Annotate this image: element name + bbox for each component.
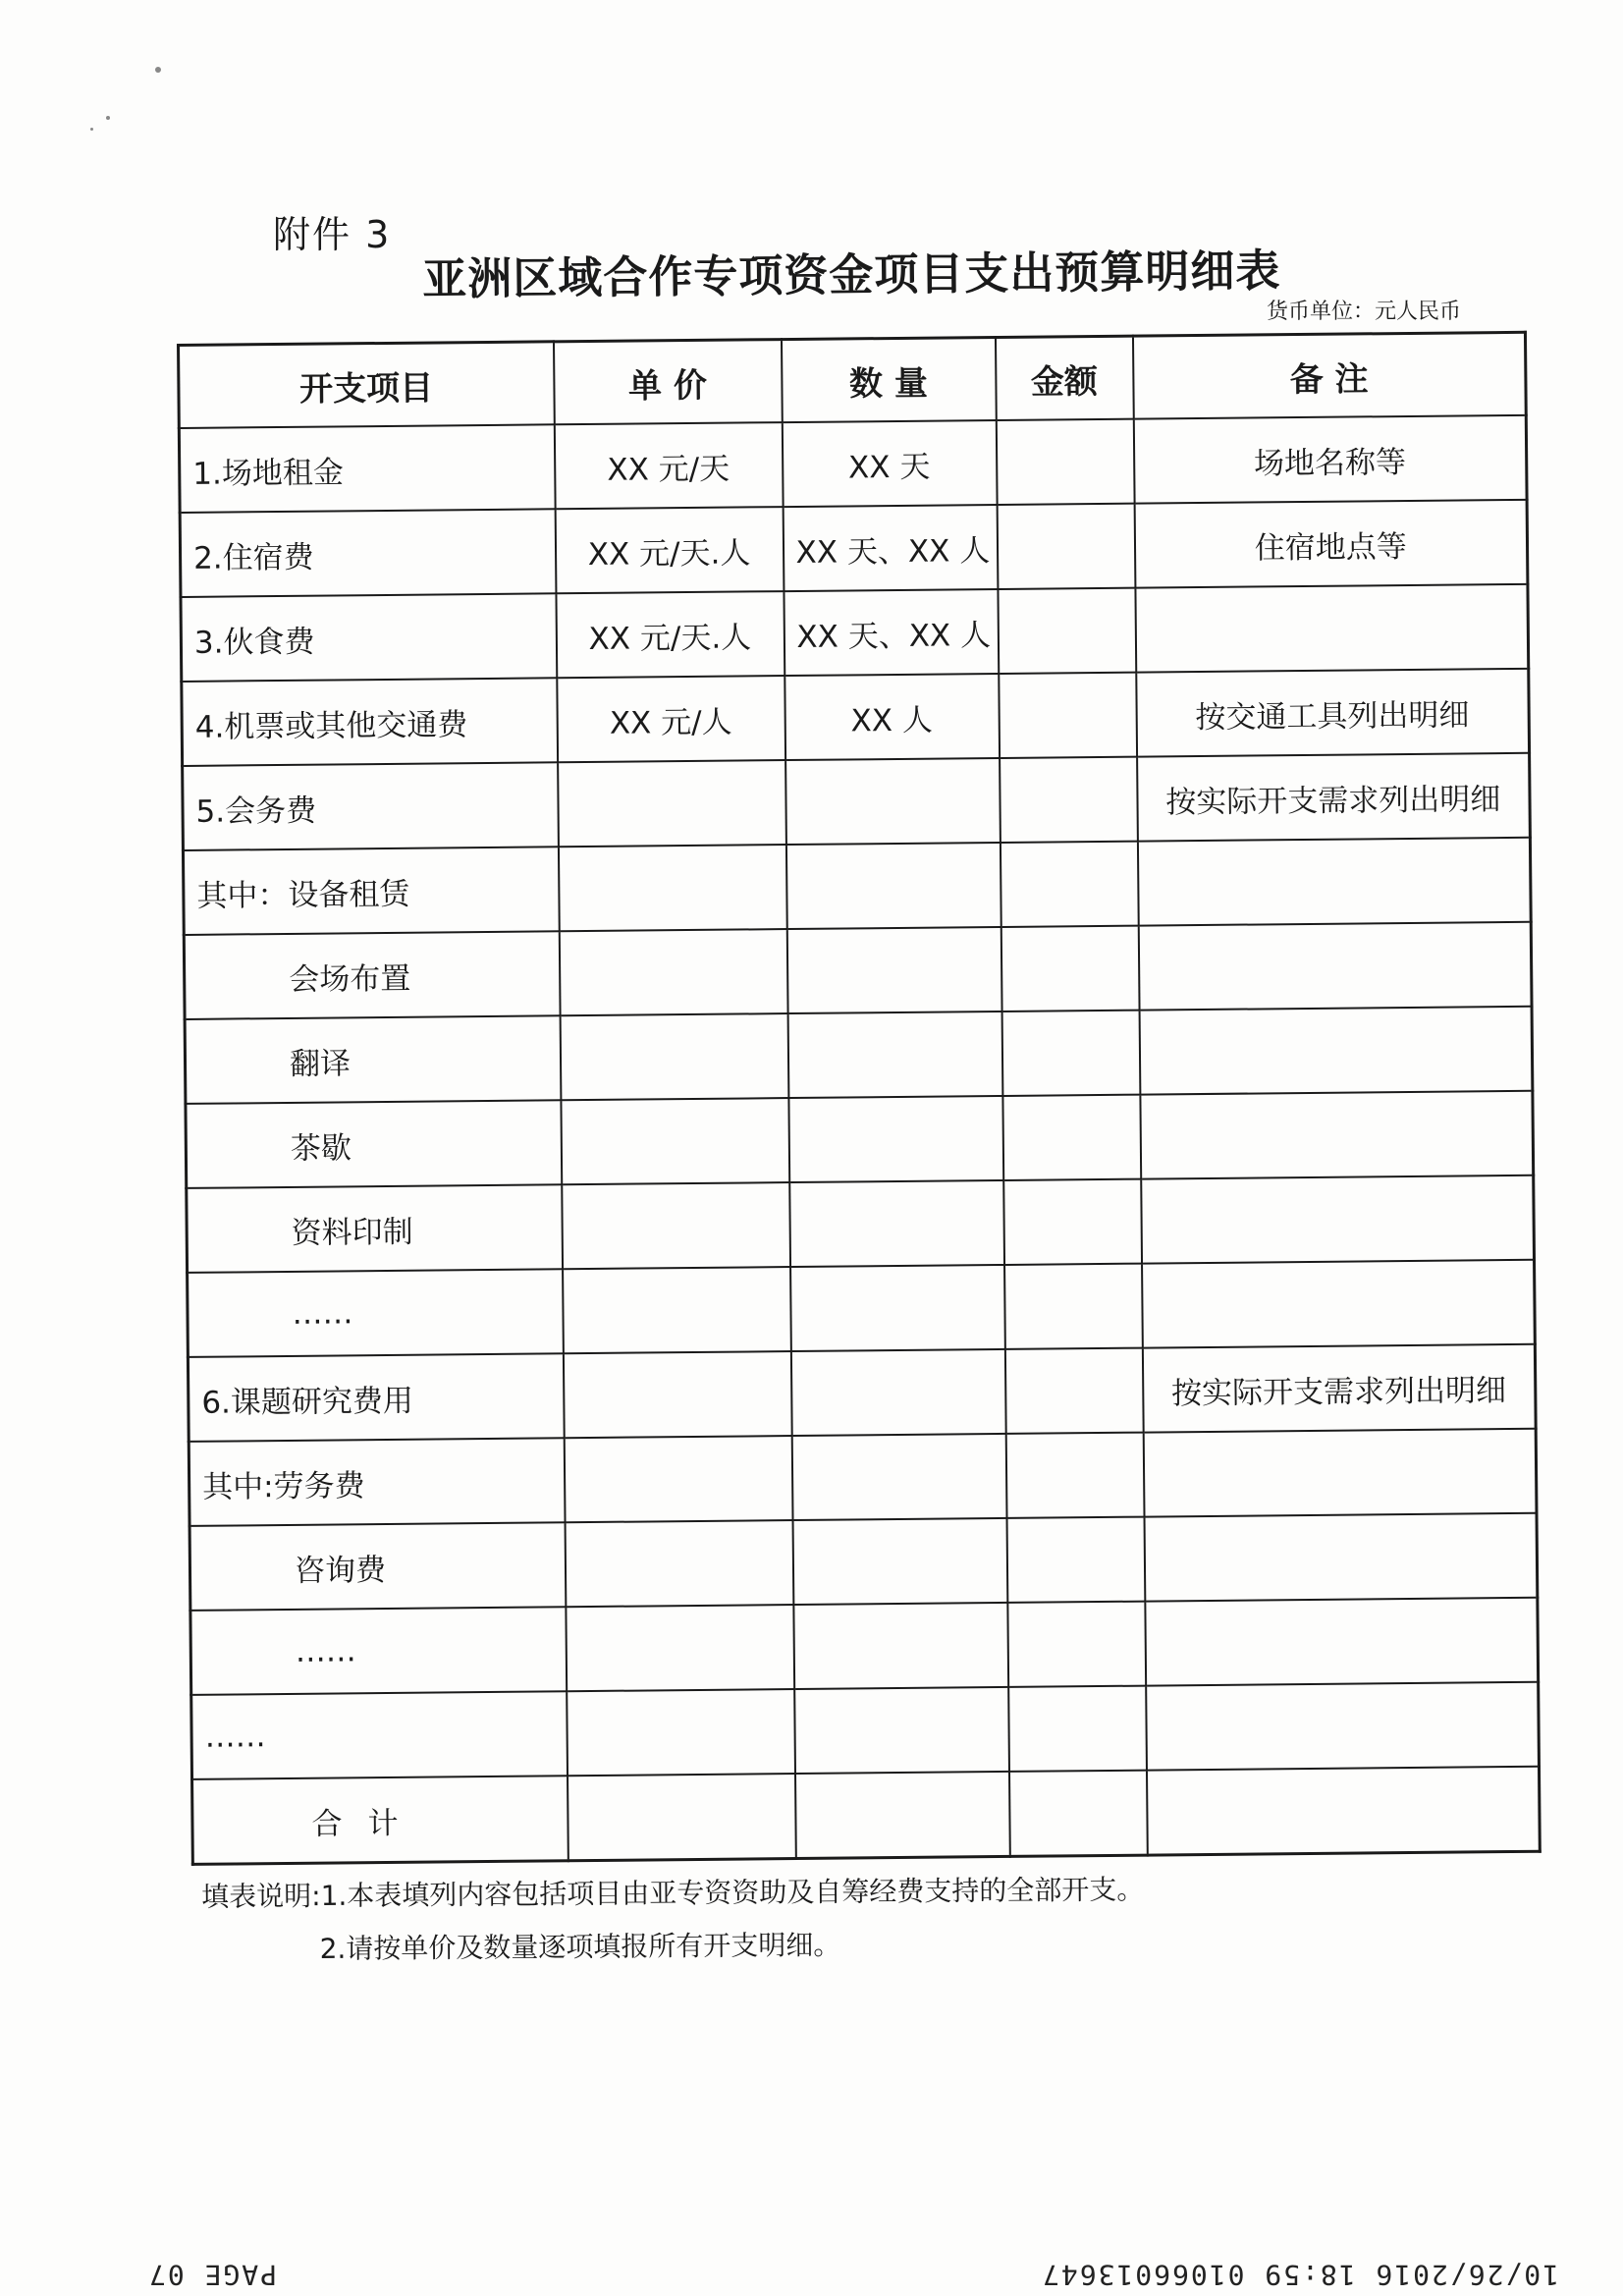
header-item: 开支项目 xyxy=(179,342,555,428)
row-quantity: XX 天、XX 人 xyxy=(783,505,998,591)
header-unit-price: 单 价 xyxy=(553,340,782,425)
header-quantity: 数 量 xyxy=(781,337,996,422)
row-unit-price xyxy=(566,1605,794,1691)
row-quantity: XX 天 xyxy=(782,420,997,507)
row-unit-price xyxy=(562,1182,790,1269)
row-amount xyxy=(1000,757,1138,843)
row-remark xyxy=(1138,922,1532,1011)
instruction-line-1: 填表说明:1.本表填列内容包括项目由亚专资资助及自筹经费支持的全部开支。 xyxy=(201,1873,1145,1913)
table-row xyxy=(189,1513,1538,1611)
row-quantity xyxy=(789,1180,1004,1267)
table-row xyxy=(185,1007,1533,1104)
table-row xyxy=(183,753,1531,850)
header-amount: 金额 xyxy=(995,336,1133,420)
row-remark: 场地名称等 xyxy=(1133,415,1527,504)
row-amount xyxy=(996,419,1134,505)
row-item: 茶歇 xyxy=(186,1100,562,1188)
row-unit-price: XX 元/天.人 xyxy=(555,507,784,593)
row-amount xyxy=(998,588,1136,674)
row-unit-price xyxy=(563,1267,791,1353)
row-item: 其中：设备租赁 xyxy=(183,847,559,935)
table-row xyxy=(189,1429,1537,1526)
row-quantity xyxy=(787,1011,1002,1098)
row-remark xyxy=(1146,1682,1540,1771)
budget-table xyxy=(177,331,1542,1866)
row-amount xyxy=(1008,1686,1147,1772)
row-remark xyxy=(1139,1007,1533,1095)
row-unit-price xyxy=(568,1774,796,1861)
row-amount xyxy=(1008,1771,1147,1857)
row-quantity xyxy=(795,1772,1010,1859)
row-remark: 按实际开支需求列出明细 xyxy=(1137,753,1531,842)
row-unit-price: XX 元/天.人 xyxy=(556,591,784,678)
row-unit-price xyxy=(561,1098,789,1184)
fill-instructions xyxy=(201,1863,1145,1977)
row-unit-price xyxy=(560,1013,788,1100)
row-quantity xyxy=(793,1603,1008,1689)
row-quantity: XX 天、XX 人 xyxy=(784,589,999,676)
table-row xyxy=(187,1175,1535,1273)
currency-unit: 货币单位：元人民币 xyxy=(1267,300,1462,324)
scan-speck xyxy=(155,67,161,73)
row-item: 2.住宿费 xyxy=(180,509,556,597)
row-quantity xyxy=(791,1434,1006,1520)
table-row xyxy=(184,922,1532,1019)
row-item: 3.伙食费 xyxy=(181,593,557,682)
row-item: 其中:劳务费 xyxy=(189,1438,565,1526)
instruction-line-2: 2.请按单价及数量逐项填报所有开支明细。 xyxy=(319,1928,841,1966)
row-unit-price xyxy=(564,1436,792,1522)
row-quantity xyxy=(794,1687,1009,1774)
attachment-label: 附件 3 xyxy=(273,213,392,256)
row-item: 1.场地租金 xyxy=(179,424,555,513)
row-remark xyxy=(1145,1598,1539,1686)
row-amount xyxy=(1004,1264,1143,1349)
row-remark xyxy=(1142,1260,1536,1348)
table-row xyxy=(181,584,1529,682)
header-remark: 备 注 xyxy=(1132,332,1526,418)
row-remark xyxy=(1141,1175,1535,1264)
row-unit-price xyxy=(565,1520,793,1607)
scan-speck xyxy=(106,116,110,120)
row-amount xyxy=(1001,1011,1140,1096)
row-amount xyxy=(1000,842,1138,927)
row-unit-price: XX 元/天 xyxy=(554,422,783,509)
row-amount xyxy=(997,504,1135,589)
row-item: 咨询费 xyxy=(189,1522,566,1611)
row-remark xyxy=(1146,1767,1540,1855)
row-remark xyxy=(1143,1429,1537,1517)
row-item: 6.课题研究费用 xyxy=(188,1353,564,1442)
row-remark: 按交通工具列出明细 xyxy=(1136,669,1530,757)
row-amount xyxy=(1002,1095,1141,1180)
table-row xyxy=(183,838,1531,935)
row-unit-price xyxy=(558,845,786,931)
table-row xyxy=(191,1682,1540,1779)
table-row xyxy=(179,415,1527,513)
row-remark: 住宿地点等 xyxy=(1134,500,1528,588)
row-amount xyxy=(1001,926,1139,1011)
row-remark xyxy=(1144,1513,1538,1602)
row-item: 5.会务费 xyxy=(183,762,559,850)
row-quantity xyxy=(790,1265,1005,1351)
row-quantity xyxy=(788,1096,1003,1182)
row-unit-price xyxy=(567,1689,795,1776)
row-item: 4.机票或其他交通费 xyxy=(182,678,558,766)
row-quantity xyxy=(792,1518,1007,1605)
table-row xyxy=(190,1598,1539,1695)
row-quantity xyxy=(790,1349,1005,1436)
row-amount xyxy=(999,673,1137,758)
table-row xyxy=(180,500,1528,597)
row-remark xyxy=(1135,584,1529,673)
table-total-row xyxy=(192,1767,1541,1865)
fax-header-page: PAGE 07 xyxy=(147,2259,278,2291)
row-amount xyxy=(1003,1179,1142,1265)
row-unit-price: XX 元/人 xyxy=(557,676,785,762)
row-item-total: 合计 xyxy=(192,1776,568,1864)
row-quantity xyxy=(786,927,1001,1013)
row-item: 资料印制 xyxy=(187,1184,563,1273)
row-unit-price xyxy=(559,929,787,1015)
row-item: …… xyxy=(190,1607,567,1695)
table-header-row xyxy=(179,332,1527,428)
row-item: 会场布置 xyxy=(184,931,560,1019)
row-item: …… xyxy=(188,1269,564,1357)
row-amount xyxy=(1004,1348,1143,1434)
table-row xyxy=(186,1091,1534,1188)
table-row xyxy=(188,1344,1536,1442)
scan-speck xyxy=(90,128,93,131)
row-remark xyxy=(1137,838,1531,926)
row-amount xyxy=(1006,1517,1145,1603)
table-row xyxy=(182,669,1530,766)
row-unit-price xyxy=(558,760,786,847)
row-amount xyxy=(1007,1602,1146,1687)
row-quantity: XX 人 xyxy=(784,674,1000,760)
row-item: …… xyxy=(191,1691,568,1779)
page-title: 亚洲区域合作专项资金项目支出预算明细表 xyxy=(422,244,1281,305)
row-item: 翻译 xyxy=(185,1015,561,1104)
row-unit-price xyxy=(563,1351,791,1438)
fax-header-timestamp: 10/26/2016 18:59 01066013647 xyxy=(1041,2259,1560,2291)
row-amount xyxy=(1005,1433,1144,1518)
row-quantity xyxy=(785,843,1001,929)
row-remark xyxy=(1140,1091,1534,1179)
row-quantity xyxy=(785,758,1001,845)
budget-table-wrapper xyxy=(177,331,1539,1866)
row-remark: 按实际开支需求列出明细 xyxy=(1142,1344,1536,1433)
table-row xyxy=(188,1260,1536,1357)
